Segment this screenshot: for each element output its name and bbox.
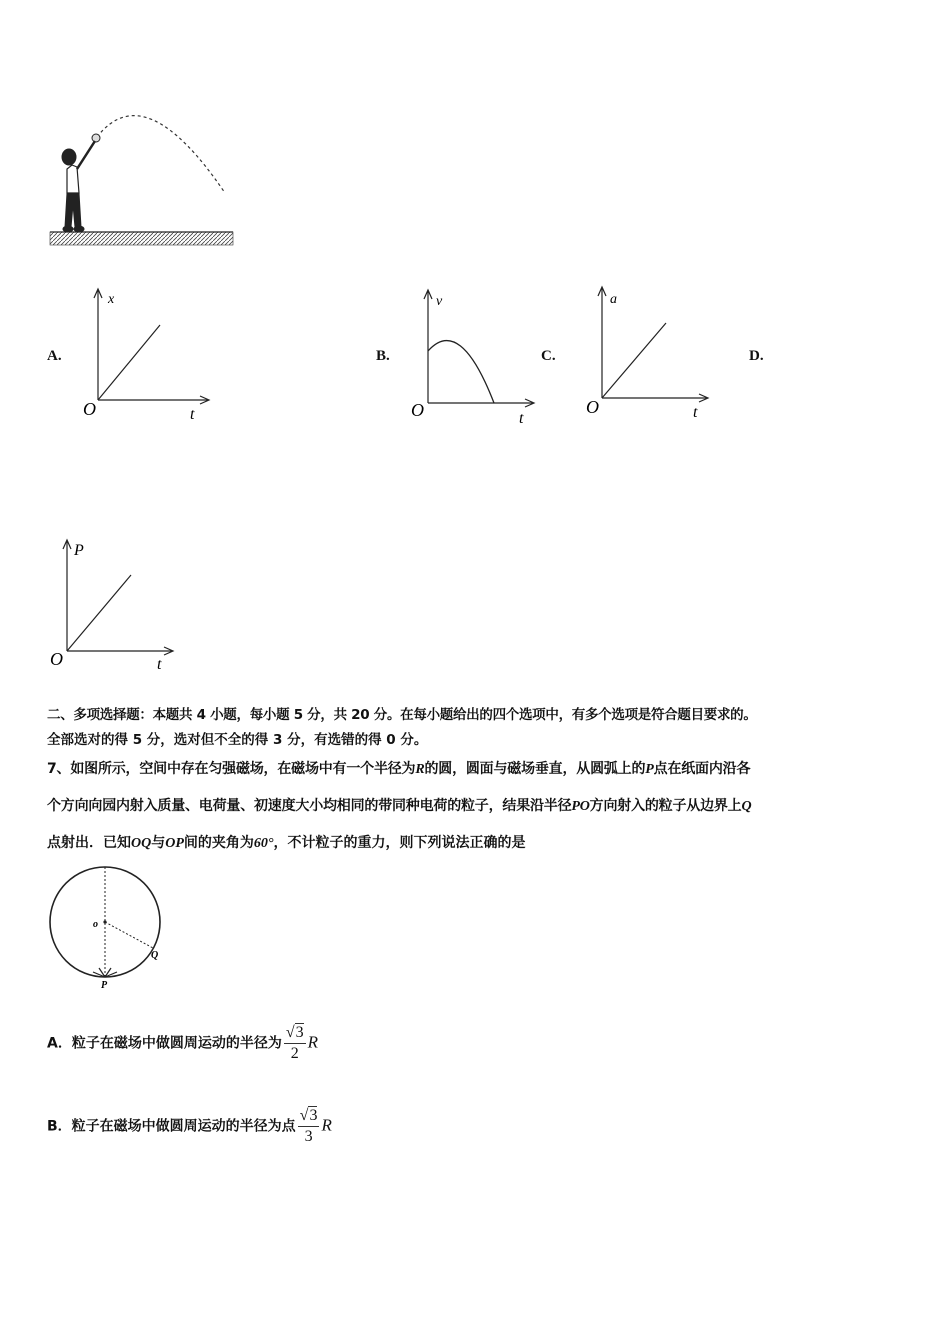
var-op: OP — [165, 836, 184, 851]
var-p: P — [645, 762, 654, 777]
graph-b-y-label: v — [436, 294, 443, 309]
option-label-d[interactable]: D. — [749, 348, 764, 364]
section-title: 二、多项选择题：本题共 4 小题，每小题 5 分，共 20 分。在每小题给出的四个选项中，有多个选项是符合题目要求的。 — [47, 707, 757, 723]
radius-oq — [105, 922, 153, 948]
graph-c-origin: O — [586, 397, 599, 417]
option-b-label: B． — [47, 1118, 72, 1135]
graph-a-origin: O — [83, 399, 96, 419]
option-label-b[interactable]: B. — [376, 348, 390, 364]
trajectory-curve — [97, 116, 225, 193]
graph-d-x-label: t — [157, 656, 162, 673]
option-label-c[interactable]: C. — [541, 348, 556, 364]
section-scoring: 全部选对的得 5 分，选对但不全的得 3 分，有选错的得 0 分。 — [47, 732, 428, 748]
graph-c-x-label: t — [693, 404, 698, 421]
question-line-2: 个方向向园内射入质量、电荷量、初速度大小均相同的带同种电荷的粒子，结果沿半径PO方向射入的粒子从边界上Q — [47, 798, 752, 814]
ball — [92, 134, 100, 142]
fraction-sqrt3-over-2: $\frac{√3}{2}$ — [285, 1024, 304, 1062]
option-a-label: A． — [47, 1035, 72, 1052]
graph-b — [408, 285, 538, 430]
graph-d-line — [67, 575, 131, 651]
graph-c — [582, 283, 717, 423]
graph-d — [47, 535, 182, 675]
thrower-figure — [45, 105, 240, 250]
option-a-text: 粒子在磁场中做圆周运动的半径为 — [71, 1035, 282, 1052]
option-label-a[interactable]: A. — [47, 348, 62, 364]
option-b-text: 粒子在磁场中做圆周运动的半径为点 — [71, 1118, 296, 1135]
var-oq: OQ — [131, 836, 152, 851]
angle-value: 60° — [253, 836, 274, 851]
var-po: PO — [571, 799, 590, 814]
graph-c-line — [602, 323, 666, 398]
graph-a-y-label: x — [108, 292, 115, 307]
graph-a-x-label: t — [190, 406, 195, 423]
option-b-var: R — [321, 1115, 332, 1135]
graph-c-y-label: a — [610, 292, 617, 307]
var-r: R — [415, 762, 425, 777]
graph-b-x-label: t — [519, 410, 524, 427]
graph-b-origin: O — [411, 400, 424, 420]
fraction-sqrt3-over-3: $\frac{√3}{3}$ — [299, 1107, 318, 1145]
option-b[interactable] — [47, 1106, 332, 1147]
question-line-3: 点射出．已知OQ与OP间的夹角为60°，不计粒子的重力，则下列说法正确的是 — [47, 835, 526, 851]
option-a[interactable] — [47, 1023, 318, 1064]
var-q: Q — [741, 799, 752, 814]
section-heading — [47, 706, 917, 749]
graph-a-line — [98, 325, 160, 400]
label-o: o — [93, 919, 98, 930]
graph-b-curve — [428, 341, 494, 403]
graph-d-y-label: P — [74, 542, 84, 559]
ground — [50, 232, 233, 245]
circle-figure — [45, 862, 175, 992]
graph-a — [78, 285, 218, 425]
person — [62, 141, 95, 232]
question-line-1: 7、如图所示，空间中存在匀强磁场，在磁场中有一个半径为R的圆，圆面与磁场垂直，从圆弧上的P点在纸面内沿各 — [47, 761, 751, 777]
option-a-var: R — [307, 1032, 319, 1052]
label-p: P — [101, 980, 108, 991]
label-q: Q — [151, 950, 159, 961]
graph-d-origin: O — [50, 649, 63, 669]
